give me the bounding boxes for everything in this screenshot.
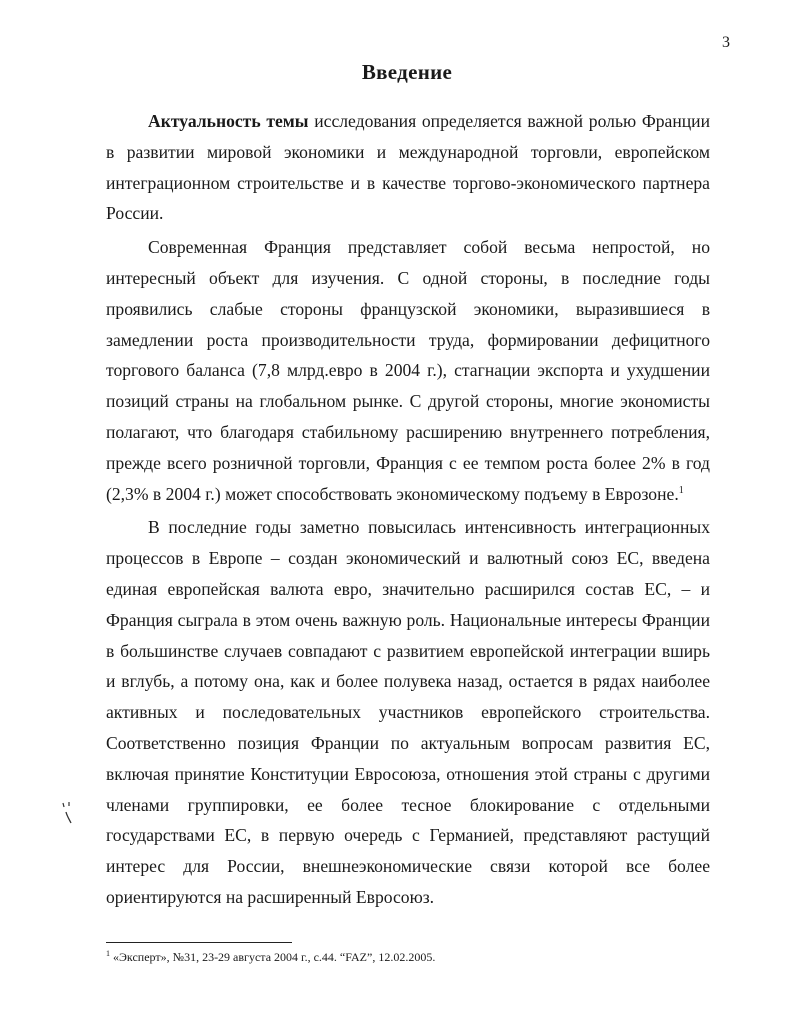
paragraph-integration — [106, 512, 710, 912]
page-title: Введение — [361, 60, 453, 84]
relevance-lead-bold: Актуальность темы — [148, 111, 309, 131]
paragraph-text: исследования определяется важной ролью Франции в развитии мировой экономики и международной торговли, европейском интеграционном строительстве и в качестве торгово-экономического партнера России. — [106, 111, 710, 224]
paragraph-text: Современная Франция представляет собой весьма непростой, но интересный объект для изучения. С одной стороны, в последние годы проявились слабые стороны французской экономики, выразившиеся в замедлении роста производительности труда, формировании дефицитного торгового баланса (7,8 млрд.евро в 2004 г.), стагнации экспорта и ухудшении позиций страны на глобальном рынке. С другой стороны, многие экономисты полагают, что благодаря стабильному расширению внутреннего потребления, прежде всего розничной торговли, Франция с ее темпом роста более 2% в год (2,3% в 2004 г.) может способствовать экономическому подъему в Еврозоне. — [106, 237, 710, 504]
footnote — [106, 950, 710, 964]
footnote-divider — [106, 942, 292, 943]
margin-scribble-mark — [58, 800, 76, 826]
footnote-text: «Эксперт», №31, 23-29 августа 2004 г., с.44. “FAZ”, 12.02.2005. — [113, 950, 436, 964]
footnote-reference: 1 — [678, 484, 684, 496]
page-number: 3 — [722, 34, 730, 51]
footnote-number: 1 — [106, 949, 110, 958]
body-text — [106, 106, 710, 916]
paragraph-relevance — [106, 106, 710, 229]
paragraph-modern-france — [106, 232, 710, 509]
paragraph-text: В последние годы заметно повысилась интенсивность интеграционных процессов в Европе – создан экономический и валютный союз ЕС, введена единая европейская валюта евро, значительно расширился состав ЕС, – и Франция сыграла в этом очень важную роль. Национальные интересы Франции в большинстве случаев совпадают с развитием европейской интеграции вширь и вглубь, а потому она, как и более полувека назад, остается в рядах наиболее активных и последовательных участников европейского строительства. Соответственно позиция Франции по актуальным вопросам развития ЕС, включая принятие Конституции Евросоюза, отношения этой страны с другими членами группировки, ее более тесное блокирование с отдельными государствами ЕС, в первую очередь с Германией, представляют растущий интерес для России, внешнеэкономические связи которой все более ориентируются на расширенный Евросоюз. — [106, 517, 710, 907]
